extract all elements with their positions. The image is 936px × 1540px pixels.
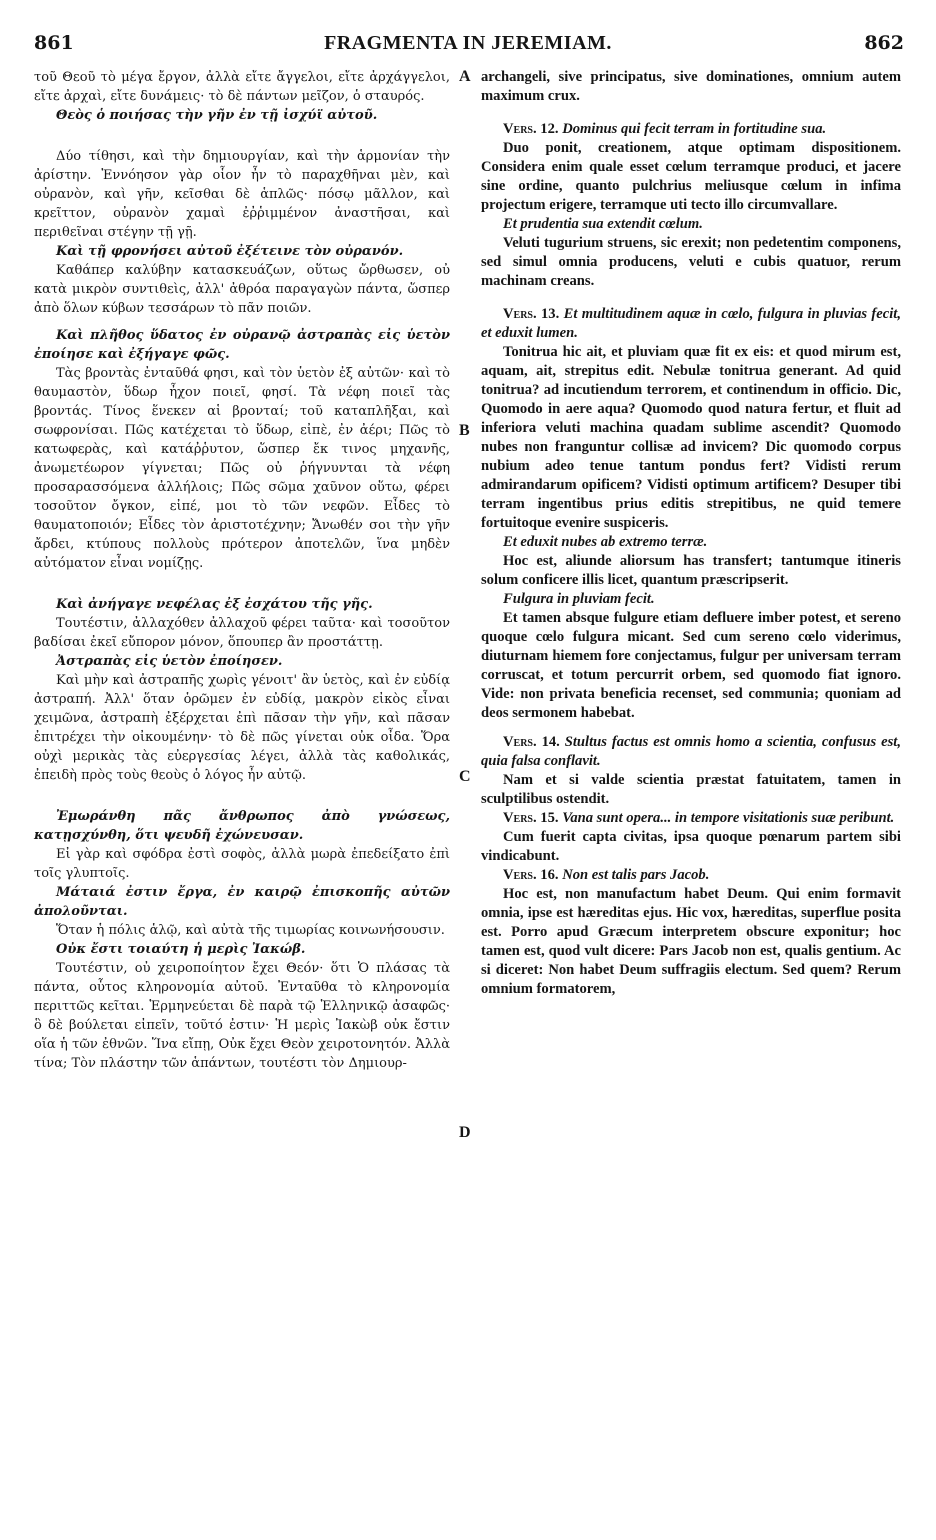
latin-paragraph: Nam et si valde scientia præstat fatuitatem, tamen in sculptilibus ostendit. <box>481 772 901 807</box>
latin-paragraph: Et tamen absque fulgure etiam defluere imber potest, et sereno quoque cœlo fulgura micant. Sed cum sereno cœlo viderimus, diuturnam hiemem fore conjectamus, fulgur per universam terram corruscat, et totum percurrit orbem, sed quomodo fiat ignoro. Vide: non privata beneficia recenset, sed communia; quoniam ad deos sermonem habebat. <box>481 610 901 721</box>
greek-column <box>34 68 450 1073</box>
margin-marker-b: B <box>459 422 470 439</box>
page-header <box>0 0 936 56</box>
latin-paragraph: Hoc est, non manufactum habet Deum. Qui enim formavit omnia, ipse est hæreditas ejus. Hic vox, hæreditas, superflue posita est. Porro apud Græcum interpretem obscure exponitur; hoc tamen est, quod vult dicere: Pars Jacob non est, qualis gentium. Ac si diceret: Non habet Deum suffragiis electum. Sed quem? Rerum omnium formatorem, <box>481 886 901 997</box>
verse-text: Stultus factus est omnis homo a scientia, confusus est, quia falsa conflavit. <box>481 734 901 769</box>
latin-paragraph: Cum fuerit capta civitas, ipsa quoque pœnarum partem sibi vindicabunt. <box>481 829 901 864</box>
greek-lemma: Καὶ πλῆθος ὕδατος ἐν οὐρανῷ ἀστραπὰς εἰς ὑετὸν ἐποίησε καὶ ἐξήγαγε φῶς. <box>34 328 450 362</box>
latin-lemma: Et eduxit nubes ab extremo terræ. <box>503 534 708 550</box>
greek-lemma: Ἐμωράνθη πᾶς ἄνθρωπος ἀπὸ γνώσεως, κατῃσχύνθη, ὅτι ψευδῆ ἐχώνευσαν. <box>34 809 450 843</box>
latin-verse-heading <box>481 866 901 885</box>
latin-paragraph: Tonitrua hic ait, et pluviam quæ fit ex eis: et quod mirum est, aquam, ait, strepitus edit. Nebulæ tonitrua generant. Ad quid tonitrua? ad incutiendum terrorem, et continendum in officio. Dic, Quomodo in aere aqua? Quomodo quod natura fertur, et fluit ad inferiora veluti machina quadam sublime ascendit? Quomodo nubes non franguntur collisæ ad invicem? Dic quomodo corpus nubium adeo tenue tantum pondus fert? Vidisti rerum admirandarum opificem? Vidisti optimum artificem? Desuper tibi terram ingentibus prius editis strepitibus, ne quid temere fortuitoque evenire suspiceris. <box>481 344 901 531</box>
greek-paragraph: Καθάπερ καλύβην κατασκευάζων, οὕτως ὤρθωσεν, οὐ κατὰ μικρὸν συντιθεὶς, ἀλλ' ἀθρόα παραγαγὼν πάντα, ὥσπερ ἀπὸ ὅλων κύβων τεσσάρων τὸ πᾶν ποιῶν. <box>34 263 450 316</box>
latin-verse-heading <box>481 733 901 771</box>
verse-text: Dominus qui fecit terram in fortitudine sua. <box>562 121 827 137</box>
greek-paragraph: Τουτέστιν, ἀλλαχόθεν ἀλλαχοῦ φέρει ταῦτα· καὶ τοσοῦτον βαδίσαι ἐκεῖ εὔπορον μόνον, ὅπουπερ ἂν προστάττῃ. <box>34 616 450 650</box>
greek-lemma: Μάταιά ἐστιν ἔργα, ἐν καιρῷ ἐπισκοπῆς αὐτῶν ἀπολοῦνται. <box>34 885 450 919</box>
verse-number: Vers. 16. <box>503 867 559 883</box>
greek-paragraph: Καὶ μὴν καὶ ἀστραπῆς χωρὶς γένοιτ' ἂν ὑετὸς, καὶ ἐν εὐδίᾳ ἀστραπή. Ἀλλ' ὅταν ὁρῶμεν ἐν εὐδίᾳ, μακρὸν εἰκὸς εἶναι χειμῶνα, ἀστραπὴ ἐξέρχεται ἐπὶ πᾶσαν τὴν γῆν, καὶ πᾶσαν ἐπιτρέχει τὴν οἰκουμένην· τὸ δὲ πῶς γίνεται οὐκ οἶδα. Ὅρα οὐχὶ μερικὰς τὰς εὐεργεσίας λέγει, ἀλλὰ τὰς καθολικάς, ἐπειδὴ πρὸς τοὺς θεοὺς ὁ λόγος ἦν αὐτῷ. <box>34 673 450 783</box>
latin-verse-heading <box>481 120 901 139</box>
greek-lemma: Θεὸς ὁ ποιήσας τὴν γῆν ἐν τῇ ἰσχύϊ αὐτοῦ. <box>56 108 378 123</box>
greek-paragraph: Τουτέστιν, οὐ χειροποίητον ἔχει Θεόν· ὅτι Ὁ πλάσας τὰ πάντα, οὗτος κληρονομία αὐτοῦ. Ἐνταῦθα τὸ κληρονομία περιττῶς κεῖται. Ἑρμηνεύεται δὲ παρὰ τῷ Ἑλληνικῷ ἀσαφῶς· ὃ δὲ βούλεται εἰπεῖν, τοῦτό ἐστιν· Ἡ μερὶς Ἰακὼβ οὐκ ἔστιν οἵα ἡ τῶν ἐθνῶν. Ἵνα εἴπῃ, Οὐκ ἔχει Θεὸν χειροτονητόν. Ἀλλὰ τίνα; Τὸν πλάστην τῶν ἁπάντων, τουτέστι τὸν Δημιουρ- <box>34 961 450 1071</box>
latin-paragraph: Hoc est, aliunde aliorsum has transfert; tantumque itineris solum conficere illis licet, quantum præscripserit. <box>481 553 901 588</box>
page-number-left: 861 <box>34 32 74 54</box>
verse-text: Et multitudinem aquæ in cœlo, fulgura in pluvias fecit, et eduxit lumen. <box>481 306 901 341</box>
margin-marker-c: C <box>459 768 471 785</box>
greek-lemma: Οὐκ ἔστι τοιαύτη ἡ μερὶς Ἰακώβ. <box>56 942 306 957</box>
greek-paragraph: Δύο τίθησι, καὶ τὴν δημιουργίαν, καὶ τὴν ἁρμονίαν τὴν ἀρίστην. Ἐννόησον γὰρ οἷον ἦν τὸ παραχθῆναι μὲν, καὶ οὐρανὸν, καὶ γῆν, κεῖσθαι δὲ ἁπλῶς· πόσῳ μᾶλλον, καὶ κρεῖττον, οὐρανὸν χαμαὶ ἐῤῥιμμένον ἀναστῆσαι, καὶ περιθεῖναι στέγην τῇ γῇ. <box>34 149 450 240</box>
latin-verse-heading <box>481 809 901 828</box>
verse-number: Vers. 15. <box>503 810 559 826</box>
latin-paragraph: Duo ponit, creationem, atque optimam dispositionem. Considera enim quale esset cœlum terramque produci, et jacere sine ordine, quanto pulchrius meliusque cœlum in infima projectum erigere, terramque uti tecto illo circumvallare. <box>481 140 901 213</box>
verse-number: Vers. 13. <box>503 306 560 322</box>
greek-lemma: Καὶ τῇ φρονήσει αὐτοῦ ἐξέτεινε τὸν οὐρανόν. <box>56 244 404 259</box>
margin-marker-d: D <box>459 1124 471 1141</box>
latin-paragraph: archangeli, sive principatus, sive dominationes, omnium autem maximum crux. <box>481 69 901 104</box>
greek-paragraph: Ὅταν ἡ πόλις ἁλῷ, καὶ αὐτὰ τῆς τιμωρίας κοινωνήσουσιν. <box>56 923 445 938</box>
latin-lemma: Et prudentia sua extendit cœlum. <box>503 216 703 232</box>
verse-text: Vana sunt opera... in tempore visitationis suæ peribunt. <box>562 810 895 826</box>
greek-paragraph: τοῦ Θεοῦ τὸ μέγα ἔργον, ἀλλὰ εἴτε ἄγγελοι, εἴτε ἀρχάγγελοι, εἴτε ἀρχαὶ, εἴτε δυνάμεις· τὸ δὲ πάντων μεῖζον, ὁ σταυρός. <box>34 70 450 104</box>
running-title: FRAGMENTA IN JEREMIAM. <box>324 32 612 54</box>
greek-paragraph: Εἰ γὰρ καὶ σφόδρα ἐστὶ σοφὸς, ἀλλὰ μωρὰ ἐπεδείξατο ἐπὶ τοῖς γλυπτοῖς. <box>34 847 450 881</box>
latin-verse-heading <box>481 305 901 343</box>
greek-paragraph: Τὰς βροντὰς ἐνταῦθά φησι, καὶ τὸν ὑετὸν ἐξ αὐτῶν· καὶ τὸ θαυμαστὸν, ὕδωρ ἦχον ποιεῖ, φησί. Τὰ νέφη ποιεῖ τὰς βροντάς. Τίνος ἕνεκεν αἱ βρονταί; τοῦ καταπλῆξαι, καὶ σωφρονίσαι. Πῶς κατέχεται τὸ ὕδωρ, εἰπὲ, ἐν ἀέρι; Πῶς τὸ κατωφερὰς, καὶ κατάῤῥυτον, ὥσπερ ἔκ τινος μηχανῆς, ἀνωμετέωρον γίγνεται; Πῶς οὐ ῥήγνυνται τὰ νέφη προσαρασσόμενα ἀλλήλοις; Πῶς σῶμα χαῦνον οὕτω, φέρει τοσοῦτον ὄγκον, εἰπέ, μοι τὸ τῶν νεφῶν. Εἶδες τὸ θαυματοποιόν; Εἶδες τὸν ἀριστοτέχνην; Ἄνωθέν σοι τὴν γῆν ἄρδει, κτύπους πολλοὺς πρότερον ἀποτελῶν, ἵνα μηδὲν αὐτόματον εἶναι νομίζῃς. <box>34 366 450 571</box>
latin-lemma: Fulgura in pluviam fecit. <box>503 591 655 607</box>
latin-paragraph: Veluti tugurium struens, sic erexit; non pedetentim componens, sed simul omnia producens, veluti e cubis quatuor, rerum machinam creans. <box>481 235 901 289</box>
verse-text: Non est talis pars Jacob. <box>562 867 710 883</box>
verse-number: Vers. 14. <box>503 734 560 750</box>
latin-column <box>481 68 901 999</box>
greek-lemma: Καὶ ἀνήγαγε νεφέλας ἐξ ἐσχάτου τῆς γῆς. <box>56 597 373 612</box>
margin-marker-a: A <box>459 68 471 85</box>
page-number-right: 862 <box>864 32 904 54</box>
verse-number: Vers. 12. <box>503 121 559 137</box>
greek-lemma: Ἀστραπὰς εἰς ὑετὸν ἐποίησεν. <box>56 654 283 669</box>
